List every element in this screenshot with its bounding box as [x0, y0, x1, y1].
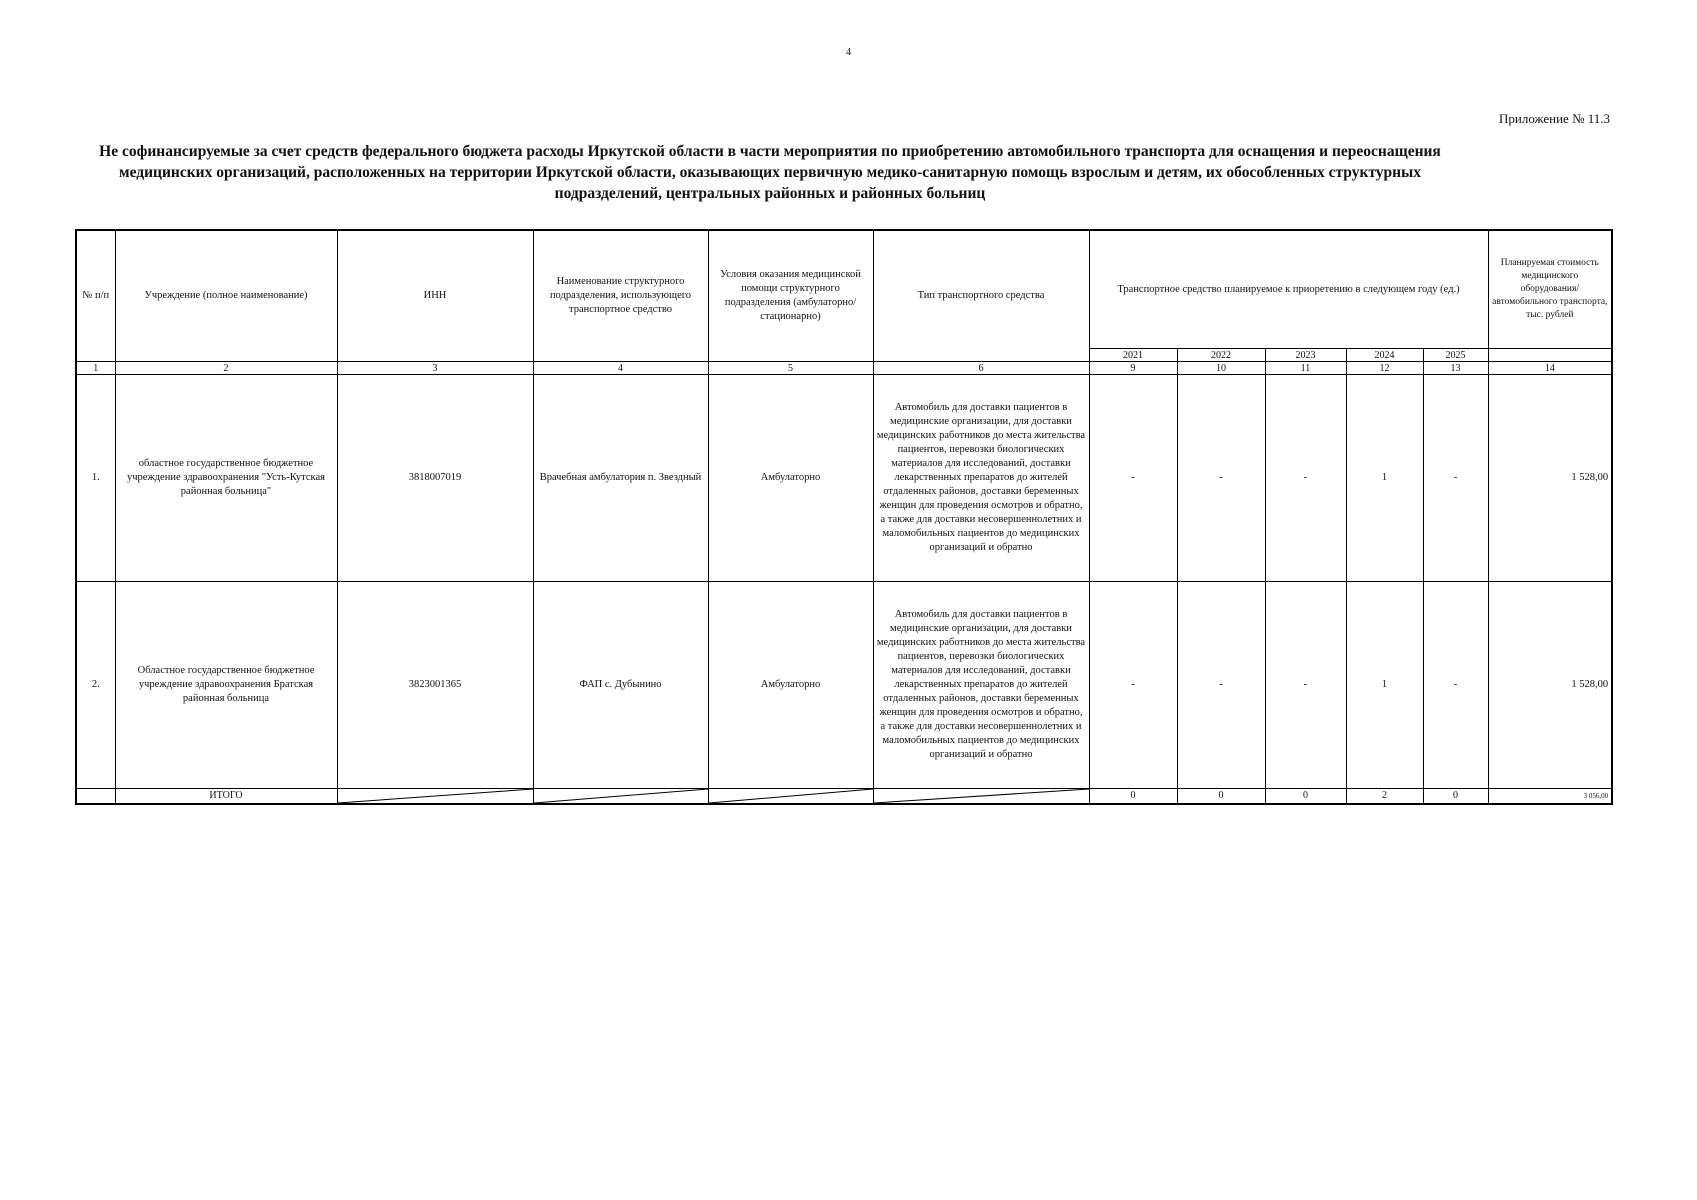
row-inn: 3823001365 [337, 582, 533, 789]
total-conditions-crossed [708, 789, 873, 805]
row-institution: областное государственное бюджетное учреждение здравоохранения "Усть-Кутская районная больница" [115, 375, 337, 582]
row-year-2021: - [1089, 375, 1177, 582]
column-number: 14 [1488, 362, 1612, 375]
row-inn: 3818007019 [337, 375, 533, 582]
header-institution: Учреждение (полное наименование) [115, 230, 337, 362]
total-vehicle-type-crossed [873, 789, 1089, 805]
row-year-2025: - [1423, 375, 1488, 582]
column-number: 4 [533, 362, 708, 375]
year-cell-empty [1488, 349, 1612, 362]
row-year-2024: 1 [1346, 582, 1423, 789]
row-num: 2. [76, 582, 115, 789]
row-year-2023: - [1265, 375, 1346, 582]
header-subdivision: Наименование структурного подразделения, использующего транспортное средство [533, 230, 708, 362]
total-year-2023: 0 [1265, 789, 1346, 805]
total-subdivision-crossed [533, 789, 708, 805]
total-cost: 3 056,00 [1488, 789, 1612, 805]
header-cost: Планируемая стоимость медицинского оборудования/автомобильного транспорта, тыс. рублей [1488, 230, 1612, 349]
page-number: 4 [846, 47, 851, 58]
year-cell: 2025 [1423, 349, 1488, 362]
row-cost: 1 528,00 [1488, 582, 1612, 789]
row-conditions: Амбулаторно [708, 375, 873, 582]
row-year-2021: - [1089, 582, 1177, 789]
header-planned: Транспортное средство планируемое к приоретению в следующем году (ед.) [1089, 230, 1488, 349]
year-cell: 2023 [1265, 349, 1346, 362]
total-label: ИТОГО [115, 789, 337, 805]
total-year-2024: 2 [1346, 789, 1423, 805]
total-row [76, 789, 1612, 805]
appendix-label: Приложение № 11.3 [1499, 111, 1610, 126]
row-year-2023: - [1265, 582, 1346, 789]
total-num-empty [76, 789, 115, 805]
column-number: 2 [115, 362, 337, 375]
column-number: 6 [873, 362, 1089, 375]
column-number: 10 [1177, 362, 1265, 375]
column-number: 9 [1089, 362, 1177, 375]
row-year-2024: 1 [1346, 375, 1423, 582]
row-year-2022: - [1177, 375, 1265, 582]
total-year-2025: 0 [1423, 789, 1488, 805]
row-subdivision: Врачебная амбулатория п. Звездный [533, 375, 708, 582]
column-number: 5 [708, 362, 873, 375]
row-conditions: Амбулаторно [708, 582, 873, 789]
year-cell: 2024 [1346, 349, 1423, 362]
document-title: Не софинансируемые за счет средств федерального бюджета расходы Иркутской области в части мероприятия по приобретению автомобильного транспорта для оснащения и переоснащения медицинских организаций, расположенных на территории Иркутской области, оказывающих первичную медико-санитарную помощь взрослым и детям, их обособленных структурных подразделений, центральных районных и районных больниц [99, 143, 1441, 202]
header-conditions: Условия оказания медицинской помощи структурного подразделения (амбулаторно/стационарно) [708, 230, 873, 362]
total-inn-crossed [337, 789, 533, 805]
year-cell: 2022 [1177, 349, 1265, 362]
column-numbers-row [76, 362, 1612, 375]
row-num: 1. [76, 375, 115, 582]
column-number: 3 [337, 362, 533, 375]
budget-table [75, 229, 1613, 805]
row-year-2025: - [1423, 582, 1488, 789]
row-subdivision: ФАП с. Дубынино [533, 582, 708, 789]
header-num: № п/п [76, 230, 115, 362]
table-header-row [76, 230, 1612, 349]
column-number: 1 [76, 362, 115, 375]
total-year-2021: 0 [1089, 789, 1177, 805]
column-number: 11 [1265, 362, 1346, 375]
table-row [76, 375, 1612, 582]
row-vehicle-type: Автомобиль для доставки пациентов в медицинские организации, для доставки медицинских работников до места жительства пациентов, перевозки биологических материалов для исследований, доставки лекарственных препаратов до жителей отдаленных районов, доставки беременных женщин для проведения осмотров и обратно, а также для доставки несовершеннолетних и маломобильных пациентов до медицинских организаций и обратно [873, 375, 1089, 582]
table-row [76, 582, 1612, 789]
row-institution: Областное государственное бюджетное учреждение здравоохранения Братская районная больница [115, 582, 337, 789]
row-year-2022: - [1177, 582, 1265, 789]
total-year-2022: 0 [1177, 789, 1265, 805]
row-cost: 1 528,00 [1488, 375, 1612, 582]
row-vehicle-type: Автомобиль для доставки пациентов в медицинские организации, для доставки медицинских работников до места жительства пациентов, перевозки биологических материалов для исследований, доставки лекарственных препаратов до жителей отдаленных районов, доставки беременных женщин для проведения осмотров и обратно, а также для доставки несовершеннолетних и маломобильных пациентов до медицинских организаций и обратно [873, 582, 1089, 789]
column-number: 12 [1346, 362, 1423, 375]
column-number: 13 [1423, 362, 1488, 375]
header-vehicle-type: Тип транспортного средства [873, 230, 1089, 362]
year-cell: 2021 [1089, 349, 1177, 362]
header-inn: ИНН [337, 230, 533, 362]
